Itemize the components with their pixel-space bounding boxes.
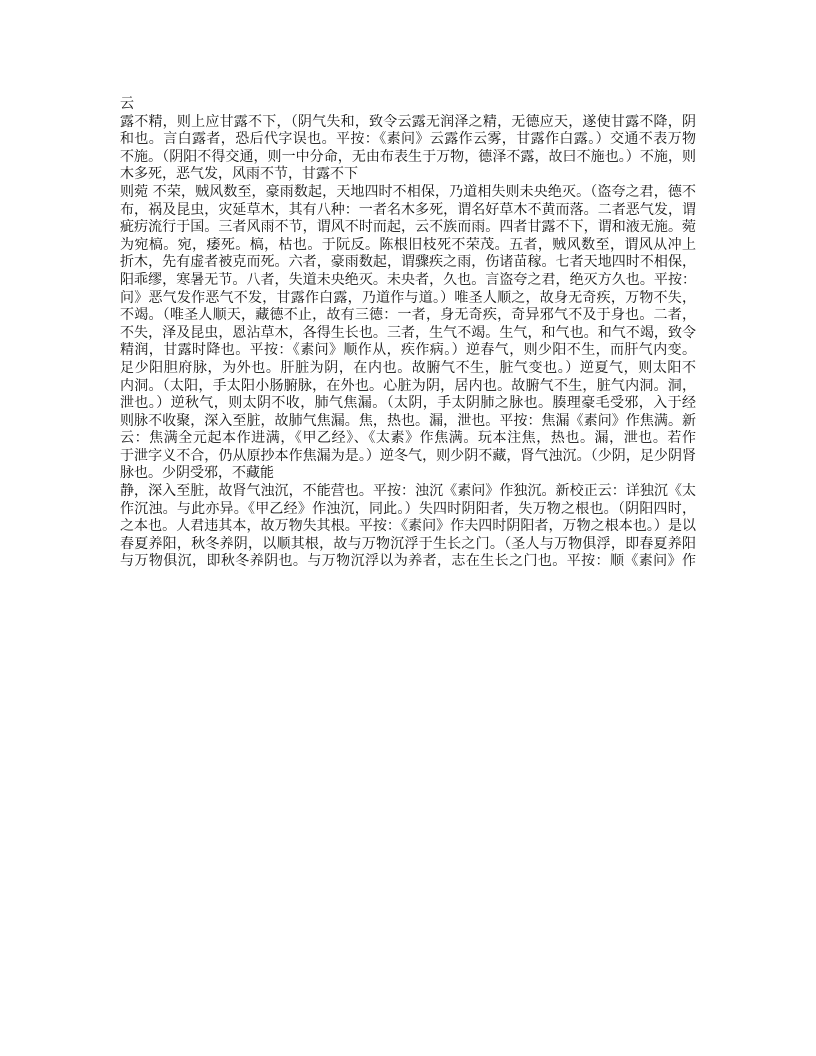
text-line: 内洞。（太阳，手太阳小肠腑脉，在外也。心脏为阴，居内也。故腑气不生，脏气内洞。洞， — [120, 377, 696, 394]
text-line: 云 — [120, 96, 134, 112]
text-line: 春夏养阳，秋冬养阴，以顺其根，故与万物沉浮于生长之门。（圣人与万物俱浮，即春夏养阳 — [120, 535, 696, 552]
text-line: 折木，先有虚者被克而死。六者，豪雨数起，谓骤疾之雨，伤诸苗稼。七者天地四时不相保， — [120, 254, 696, 271]
text-line: 布，祸及昆虫，灾延草木，其有八种：一者名木多死，谓名好草木不黄而落。二者恶气发，谓 — [120, 201, 696, 218]
document-page — [120, 96, 696, 571]
text-line: 泄也。）逆秋气，则太阴不收，肺气焦漏。（太阴，手太阴肺之脉也。腠理豪毛受邪，入于经 — [120, 395, 696, 412]
text-line: 木多死，恶气发，风雨不节，甘露不下 — [120, 166, 358, 183]
text-line: 云：焦满全元起本作进满，《甲乙经》、《太素》作焦满。玩本注焦，热也。漏，泄也。若作 — [120, 430, 696, 447]
text-line: 和也。言白露者，恐后代字误也。平按：《素问》云露作云雾，甘露作白露。）交通不表万物 — [120, 131, 696, 148]
text-line: 则菀 不荣，贼风数至，豪雨数起，天地四时不相保，乃道相失则未央绝灭。（盗夸之君，德不 — [120, 183, 696, 200]
text-line: 为宛槁。宛，痿死。槁，枯也。于阮反。陈根旧枝死不荣茂。五者，贼风数至，谓风从冲上 — [120, 236, 696, 253]
text-line: 与万物俱沉，即秋冬养阴也。与万物沉浮以为养者，志在生长之门也。平按：顺《素问》作 — [120, 553, 696, 570]
text-line: 精润，甘露时降也。平按：《素问》顺作从，疾作病。）逆春气，则少阳不生，而肝气内变。 — [120, 342, 696, 359]
text-line: 足少阳胆府脉，为外也。肝脏为阴，在内也。故腑气不生，脏气变也。）逆夏气，则太阳不 — [120, 359, 696, 376]
text-line: 疵疠流行于国。三者风雨不节，谓风不时而起，云不族而雨。四者甘露不下，谓和液无施。菀 — [120, 219, 696, 236]
text-line: 不施。（阴阳不得交通，则一中分命，无由布表生于万物，德泽不露，故曰不施也。）不施，则 — [120, 148, 696, 165]
text-line: 作沉浊。与此亦异。《甲乙经》作浊沉，同此。）失四时阴阳者，失万物之根也。（阴阳四时， — [120, 500, 696, 517]
text-line: 则脉不收聚，深入至脏，故肺气焦漏。焦，热也。漏，泄也。平按：焦漏《素问》作焦满。新 — [120, 412, 696, 429]
text-line: 不竭。（唯圣人顺天，藏德不止，故有三德：一者，身无奇疾，奇异邪气不及于身也。二者， — [120, 307, 696, 324]
text-line: 阳乖缪，寒暑无节。八者，失道未央绝灭。未央者，久也。言盗夸之君，绝灭方久也。平按： — [120, 271, 696, 288]
text-line: 脉也。少阴受邪，不藏能 — [120, 465, 274, 482]
text-line: 问》恶气发作恶气不发，甘露作白露，乃道作与道。）唯圣人顺之，故身无奇疾，万物不失， — [120, 289, 696, 306]
text-line: 于泄字义不合，仍从原抄本作焦漏为是。）逆冬气，则少阴不藏，肾气浊沉。（少阴，足少阴肾 — [120, 447, 696, 464]
text-line: 静，深入至脏，故肾气浊沉，不能营也。平按：浊沉《素问》作独沉。新校正云：详独沉《太 — [120, 483, 696, 500]
text-line: 不失，泽及昆虫，恩沾草木，各得生长也。三者，生气不竭。生气，和气也。和气不竭，致令 — [120, 324, 696, 341]
text-line: 之本也。人君违其本，故万物失其根。平按：《素问》作夫四时阴阳者，万物之根本也。）是以 — [120, 518, 696, 535]
text-line: 露不精，则上应甘露不下，（阴气失和，致令云露无润泽之精，无德应天，遂使甘露不降，阴 — [120, 113, 696, 130]
